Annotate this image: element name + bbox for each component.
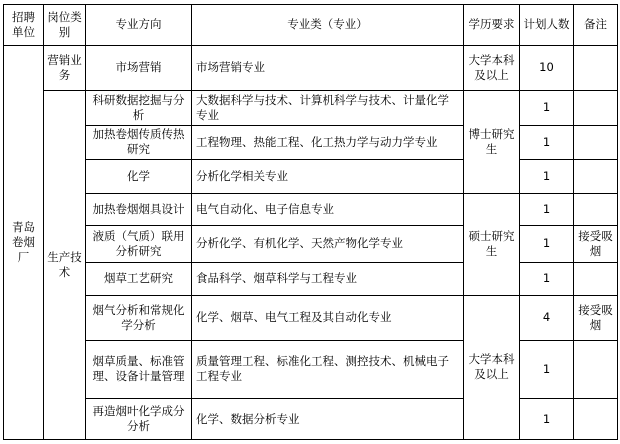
table-row (4, 340, 618, 399)
plan-cell: 10 (520, 45, 574, 91)
remark-cell (574, 91, 618, 125)
direction-cell: 烟草工艺研究 (86, 262, 192, 295)
remark-cell (574, 262, 618, 295)
remark-cell (574, 193, 618, 225)
major-cell: 质量管理工程、标准化工程、测控技术、机械电子工程专业 (192, 340, 464, 399)
remark-cell (574, 399, 618, 440)
remark-cell: 接受吸烟 (574, 226, 618, 263)
direction-cell: 加热卷烟烟具设计 (86, 193, 192, 225)
major-cell: 工程物理、热能工程、化工热力学与动力学专业 (192, 125, 464, 159)
direction-cell: 化学 (86, 160, 192, 193)
table-row (4, 91, 618, 125)
header-major: 专业类（专业） (192, 5, 464, 46)
major-cell: 大数据科学与技术、计算机科学与技术、计量化学专业 (192, 91, 464, 125)
header-unit: 招聘单位 (4, 5, 44, 46)
unit-name: 青岛卷烟厂 (4, 45, 44, 439)
direction-cell: 再造烟叶化学成分分析 (86, 399, 192, 440)
remark-cell (574, 160, 618, 193)
major-cell: 分析化学、有机化学、天然产物化学专业 (192, 226, 464, 263)
plan-cell: 1 (520, 399, 574, 440)
direction-cell: 科研数据挖掘与分析 (86, 91, 192, 125)
header-remark: 备注 (574, 5, 618, 46)
table-row (4, 45, 618, 91)
plan-cell: 1 (520, 193, 574, 225)
table-row (4, 160, 618, 193)
plan-cell: 1 (520, 160, 574, 193)
major-cell: 电气自动化、电子信息专业 (192, 193, 464, 225)
plan-cell: 1 (520, 226, 574, 263)
direction-cell: 液质（气质）联用分析研究 (86, 226, 192, 263)
major-cell: 化学、烟草、电气工程及其自动化专业 (192, 295, 464, 340)
header-direction: 专业方向 (86, 5, 192, 46)
major-cell: 食品科学、烟草科学与工程专业 (192, 262, 464, 295)
education-cell: 大学本科及以上 (464, 45, 520, 91)
recruitment-table (3, 4, 618, 440)
major-cell: 市场营销专业 (192, 45, 464, 91)
direction-cell: 烟草质量、标准管理、设备计量管理 (86, 340, 192, 399)
plan-cell: 1 (520, 262, 574, 295)
remark-cell (574, 45, 618, 91)
plan-cell: 1 (520, 340, 574, 399)
table-row (4, 193, 618, 225)
education-master: 硕士研究生 (464, 193, 520, 295)
table-row (4, 226, 618, 263)
header-plan: 计划人数 (520, 5, 574, 46)
remark-cell: 接受吸烟 (574, 295, 618, 340)
table-row (4, 295, 618, 340)
table-row (4, 399, 618, 440)
direction-cell: 市场营销 (86, 45, 192, 91)
table-row (4, 262, 618, 295)
education-bachelor: 大学本科及以上 (464, 295, 520, 439)
remark-cell (574, 340, 618, 399)
plan-cell: 4 (520, 295, 574, 340)
category-marketing: 营销业务 (44, 45, 86, 91)
header-education: 学历要求 (464, 5, 520, 46)
plan-cell: 1 (520, 91, 574, 125)
table-row (4, 125, 618, 159)
category-production: 生产技术 (44, 91, 86, 440)
major-cell: 分析化学相关专业 (192, 160, 464, 193)
education-phd: 博士研究生 (464, 91, 520, 193)
direction-cell: 烟气分析和常规化学分析 (86, 295, 192, 340)
major-cell: 化学、数据分析专业 (192, 399, 464, 440)
remark-cell (574, 125, 618, 159)
header-post-type: 岗位类别 (44, 5, 86, 46)
direction-cell: 加热卷烟传质传热研究 (86, 125, 192, 159)
plan-cell: 1 (520, 125, 574, 159)
header-row (4, 5, 618, 46)
